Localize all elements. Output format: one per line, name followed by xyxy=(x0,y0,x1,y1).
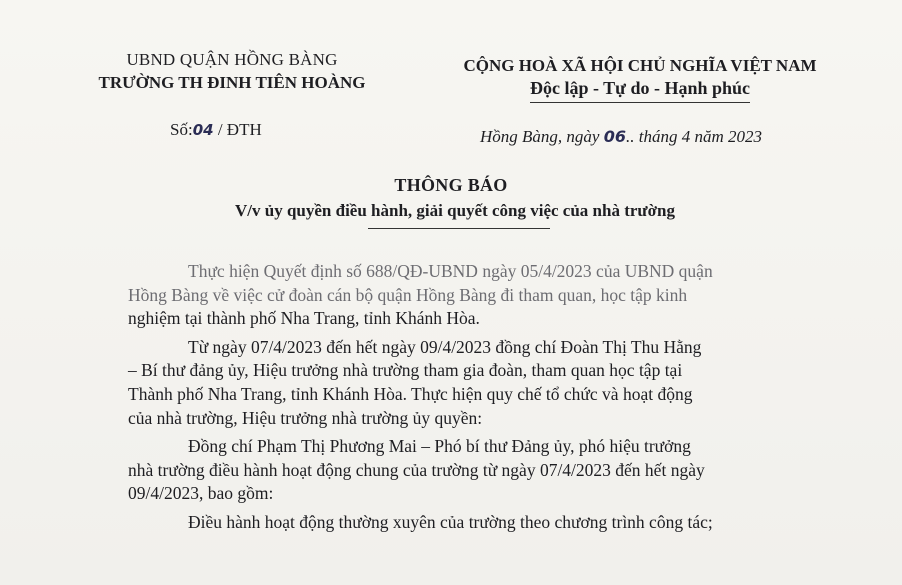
document-title: THÔNG BÁO xyxy=(394,175,508,195)
document-subtitle: V/v ủy quyền điều hành, giải quyết công việc của nhà trường xyxy=(235,201,675,220)
district-committee-name: UBND QUẬN HỒNG BÀNG xyxy=(126,50,338,69)
national-motto: Độc lập - Tự do - Hạnh phúc xyxy=(530,77,750,103)
issue-date-dots: .. xyxy=(625,127,635,146)
paragraph-line: Đồng chí Phạm Thị Phương Mai – Phó bí thư Đảng ủy, phó hiệu trưởng xyxy=(188,436,691,457)
paragraph-2 xyxy=(68,336,808,430)
paragraph-line: 09/4/2023, bao gồm: xyxy=(128,483,274,504)
paragraph-line: Thành phố Nha Trang, tỉnh Khánh Hòa. Thực hiện quy chế tổ chức và hoạt động xyxy=(128,383,693,404)
paragraph-line: của nhà trường, Hiệu trưởng nhà trường ủy quyền: xyxy=(128,407,483,428)
paragraph-4 xyxy=(68,511,808,535)
paragraph-3 xyxy=(68,435,808,506)
paragraph-line: Hồng Bàng về việc cử đoàn cán bộ quận Hồng Bàng đi tham quan, học tập kinh xyxy=(128,284,688,305)
country-name: CỘNG HOÀ XÃ HỘI CHỦ NGHĨA VIỆT NAM xyxy=(463,56,817,75)
issue-date-prefix: Hồng Bàng, ngày xyxy=(480,127,600,146)
national-motto-header xyxy=(430,54,850,103)
paragraph-line: nhà trường điều hành hoạt động chung của trường từ ngày 07/4/2023 đến hết ngày xyxy=(128,459,705,480)
issue-date-day-handwritten: 06 xyxy=(603,127,626,146)
document-number-suffix: / ĐTH xyxy=(217,120,262,139)
issuing-authority-header xyxy=(62,48,402,94)
document-number xyxy=(170,120,262,140)
paragraph-line: nghiệm tại thành phố Nha Trang, tỉnh Khánh Hòa. xyxy=(128,308,480,329)
issue-date-suffix: tháng 4 năm 2023 xyxy=(638,127,762,146)
paragraph-line: Từ ngày 07/4/2023 đến hết ngày 09/4/2023 đồng chí Đoàn Thị Thu Hằng xyxy=(188,336,702,357)
document-body xyxy=(68,260,808,540)
paragraph-line: – Bí thư đảng ủy, Hiệu trưởng nhà trường tham gia đoàn, tham quan học tập tại xyxy=(128,360,683,381)
document-number-prefix: Số: xyxy=(170,120,193,139)
paragraph-line: Điều hành hoạt động thường xuyên của trường theo chương trình công tác; xyxy=(188,511,713,532)
issue-date xyxy=(480,127,762,147)
paragraph-line: Thực hiện Quyết định số 688/QĐ-UBND ngày 05/4/2023 của UBND quận xyxy=(188,261,713,281)
school-name: TRƯỜNG TH ĐINH TIÊN HOÀNG xyxy=(98,73,366,92)
document-number-handwritten: 04 xyxy=(192,121,214,139)
subtitle-underline xyxy=(368,228,550,229)
paragraph-1 xyxy=(68,260,808,331)
